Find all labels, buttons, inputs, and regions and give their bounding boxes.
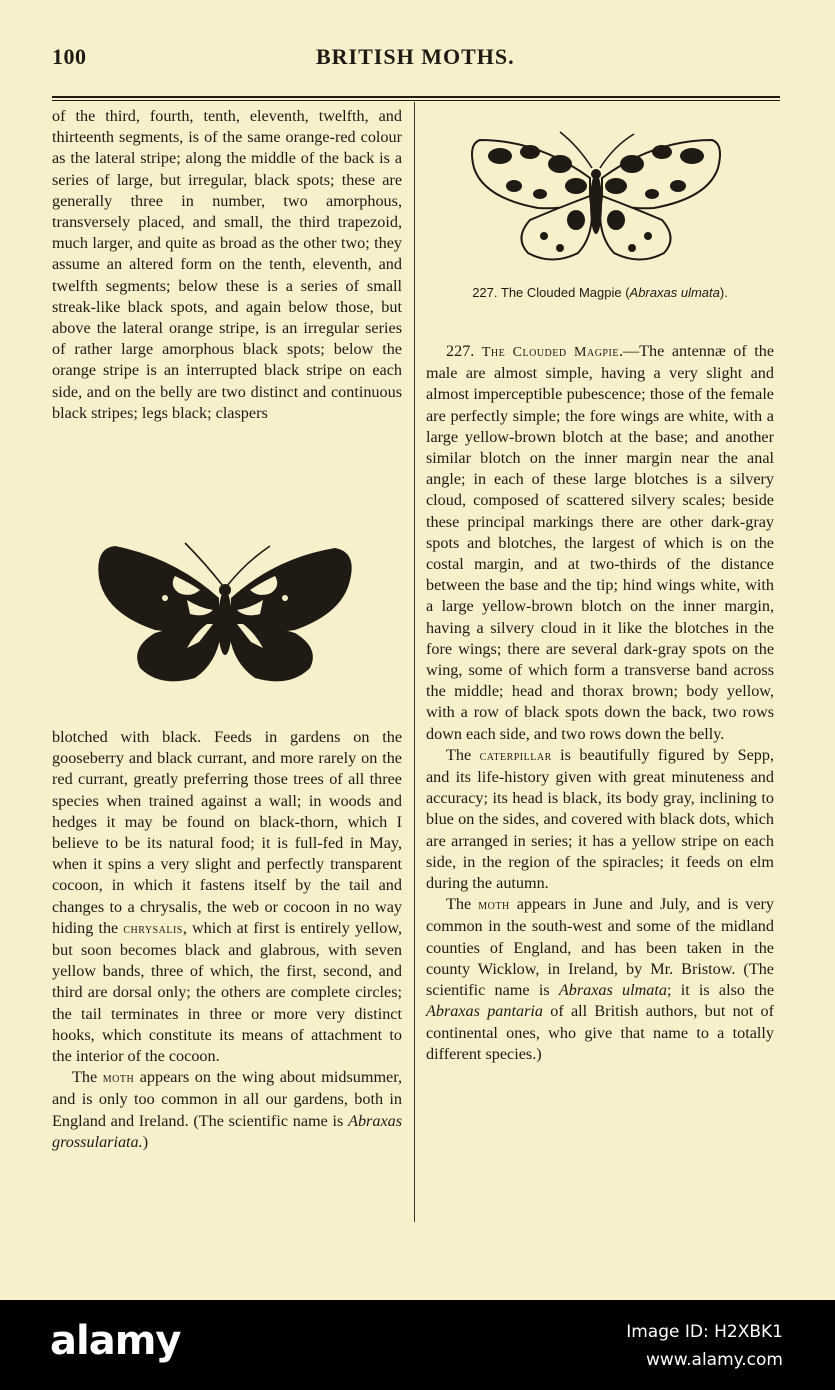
left-paragraph-2: blotched with black. Feeds in gardens on the gooseberry and black currant, and more rarely on the red currant, greatly preferring those trees of all three species when trained against a wall; in woods and hedges it may be found on black-thorn, which I believe to be its natural food; it is full-fed in May, when it spins a very slight and perfectly transparent cocoon, in which it fastens itself by the tail and changes to a chrysalis, the web or cocoon in no way hiding the chrysalis, which at first is entirely yellow, but soon becomes black and glabrous, with seven yellow bands, three of which, the first, second, and third are dorsal only; the others are complete circles; the tail terminates in three or more very distinct hooks, which constitute its means of attachment to the interior of the cocoon.: [52, 728, 403, 1066]
left-paragraph-3: The moth appears on the wing about midsummer, and is only too common in all our gardens, both in England and Ireland. (The scientific name is Abraxas grossulariata.): [52, 1068, 403, 1151]
magpie-moth-illustration: [95, 538, 355, 688]
right-paragraph-3: The moth appears in June and July, and is very common in the south-west and some of the midland counties of England, and has been taken in the county Wicklow, in Ireland, by Mr. Bristow. (The scientific name is Abraxas ulmata; it is also the Abraxas pantaria of all British authors, but not of continental ones, who give that name to a totally different species.): [426, 895, 775, 1063]
left-column-bottom: [52, 727, 402, 1153]
alamy-logo: alamy: [50, 1318, 181, 1364]
figure-caption: 227. The Clouded Magpie (Abraxas ulmata).: [472, 285, 728, 300]
right-paragraph-2: The caterpillar is beautifully figured by Sepp, and its life-history given with great minuteness and accuracy; its head is black, its body gray, inclining to blue on the sides, and covered with black dots, which are arranged in series; it has a yellow stripe on each side, in the region of the spiracles; it feeds on elm during the autumn.: [426, 745, 775, 893]
chrysalis-smallcaps: chrysalis: [123, 921, 183, 937]
left-paragraph-1: of the third, fourth, tenth, eleventh, twelfth, and thirteenth segments, is of the same orange-red colour as the lateral stripe; along the middle of the back is a series of large, but irregular, black spots; these are generally three in number, two amorphous, transversely placed, and small, the third trapezoid, much larger, and quite as broad as the other two; they assume an altered form on the tenth, eleventh, and twelfth segments; below these is a series of small streak-like black spots, and again below those, but above the lateral orange stripe, is an irregular series of rather large amorphous black spots; below the orange stripe is an interrupted black stripe on each side, and on the belly are two distinct and continuous black stripes; legs black; claspers: [52, 107, 402, 422]
right-paragraph-1: 227. The Clouded Magpie.—The antennæ of the male are almost simple, having a very slight and almost imperceptible pubescence; those of the female are perfectly simple; the fore wings are white, with a large yellow-brown blotch at the base; and another similar blotch on the inner margin near the anal angle; in each of these large blotches is a silvery cloud, composed of scattered silvery scales; beside these principal markings there are other dark-gray spots and blotches, the largest of which is on the costal margin, and at two-thirds of the distance between the base and the tip; hind wings white, with a large yellow-brown blotch on the inner margin, having a silvery cloud in it like the blotches in the fore wings; there are several dark-gray spots on the wing, some of which form a transverse band across the middle; head and thorax brown; body yellow, with a row of black spots down the back, two rows down each side, and two rows down the belly.: [426, 342, 775, 743]
running-title: BRITISH MOTHS.: [316, 44, 515, 69]
image-id: Image ID: H2XBK1: [626, 1322, 783, 1342]
header-rule: [52, 96, 780, 98]
moth-smallcaps-right: moth: [478, 898, 510, 914]
species-heading: The Clouded Magpie: [481, 345, 619, 360]
site-url: www.alamy.com: [645, 1350, 783, 1370]
scientific-name: Abraxas grossulariata.: [52, 1111, 403, 1151]
header-rule-thin: [52, 100, 780, 101]
left-column-top: [52, 106, 402, 424]
clouded-magpie-illustration: [468, 128, 724, 268]
moth-smallcaps: moth: [102, 1071, 135, 1087]
right-column-text: [426, 341, 774, 1065]
page-number: 100: [52, 44, 87, 69]
caterpillar-smallcaps: caterpillar: [479, 748, 552, 764]
column-divider: [414, 102, 415, 1222]
